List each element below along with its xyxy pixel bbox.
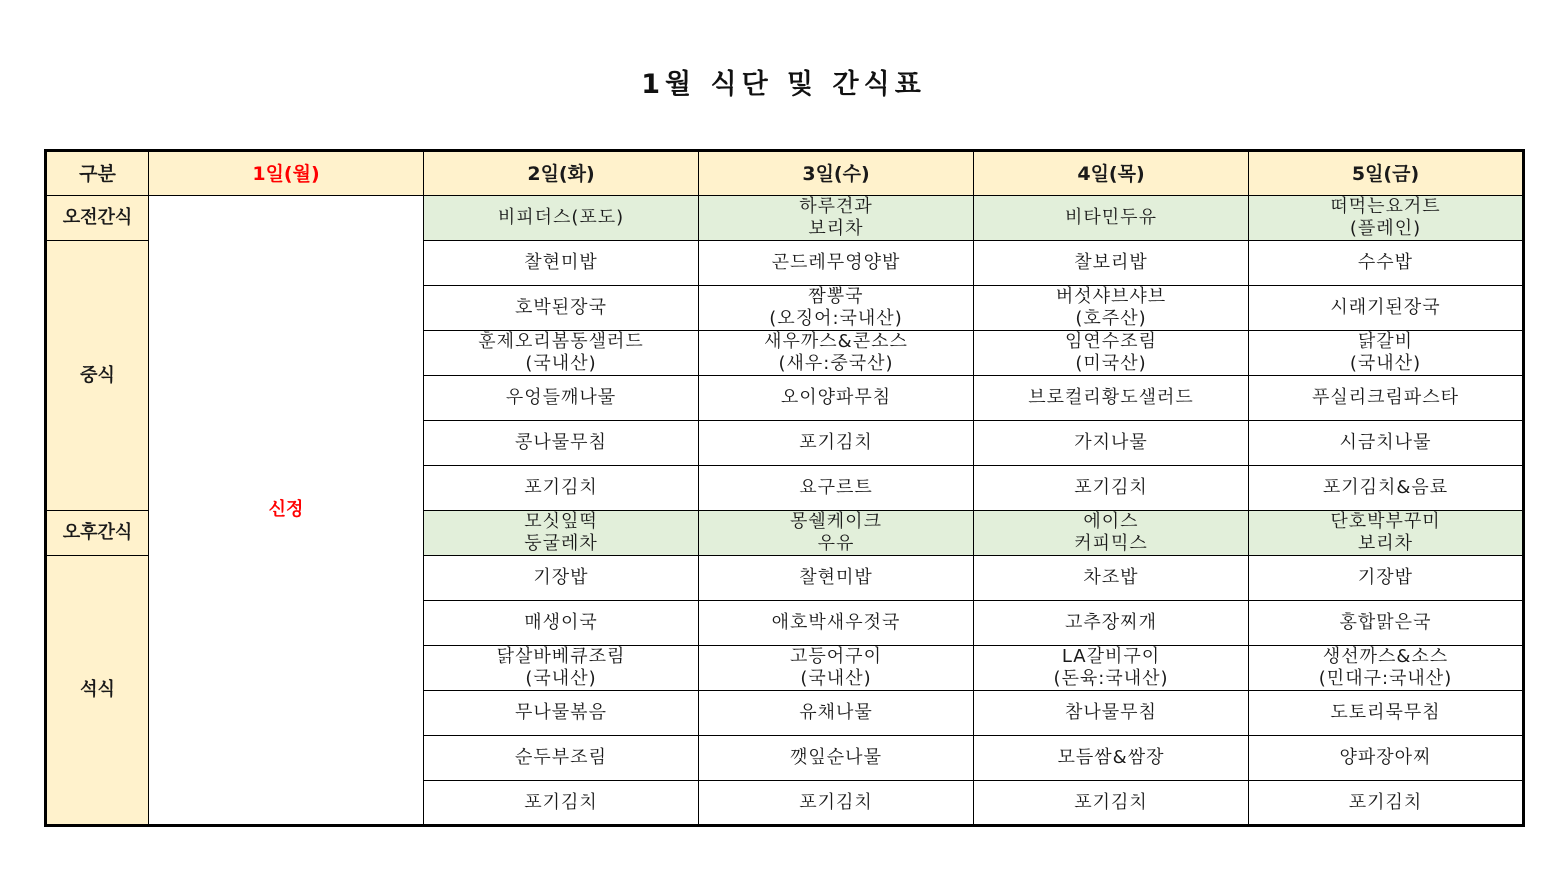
- menu-cell: [699, 511, 974, 556]
- menu-cell: [1249, 781, 1524, 826]
- menu-cell: [974, 376, 1249, 421]
- menu-cell: [1249, 241, 1524, 286]
- menu-item: 참나물무침: [1065, 702, 1157, 723]
- category-morning-snack: 오전간식: [46, 196, 149, 241]
- menu-item: 닭갈비: [1357, 331, 1414, 352]
- menu-cell: [974, 556, 1249, 601]
- menu-item: 모듬쌈&쌈장: [1057, 747, 1165, 768]
- menu-item-note: (돈육:국내산): [1053, 668, 1169, 689]
- menu-item: 애호박새우젓국: [771, 612, 901, 633]
- menu-cell: [699, 286, 974, 331]
- menu-item: LA갈비구이: [1061, 646, 1161, 667]
- menu-cell: [1249, 691, 1524, 736]
- menu-cell: [974, 781, 1249, 826]
- menu-item-note: 커피믹스: [1074, 533, 1148, 554]
- menu-cell: [1249, 736, 1524, 781]
- menu-cell: [699, 601, 974, 646]
- menu-item-note: 보리차: [808, 218, 864, 239]
- menu-item: 포기김치: [1348, 791, 1423, 813]
- menu-item: 모싯잎떡: [524, 511, 598, 532]
- menu-item: 비피더스(포도): [497, 207, 625, 228]
- menu-cell: [974, 466, 1249, 511]
- menu-cell: [424, 736, 699, 781]
- menu-cell: [699, 466, 974, 511]
- menu-item: 떠먹는요거트: [1330, 196, 1441, 217]
- menu-cell: [699, 196, 974, 241]
- menu-cell: [1249, 601, 1524, 646]
- menu-cell: [424, 646, 699, 691]
- menu-cell: [424, 331, 699, 376]
- menu-cell: [424, 466, 699, 511]
- menu-item: 브로컬리황도샐러드: [1028, 387, 1194, 408]
- menu-cell: [424, 196, 699, 241]
- menu-cell: [974, 331, 1249, 376]
- menu-cell: [974, 736, 1249, 781]
- header-day-1: 1일(월): [149, 151, 424, 196]
- menu-cell: [424, 556, 699, 601]
- day1-holiday-note: 신정: [149, 196, 424, 826]
- menu-cell: [699, 421, 974, 466]
- menu-item: 요구르트: [799, 477, 873, 498]
- menu-item: 매생이국: [524, 612, 598, 633]
- menu-item: 짬뽕국: [808, 286, 864, 307]
- menu-cell: [424, 601, 699, 646]
- category-lunch: 중식: [46, 241, 149, 511]
- menu-item: 콩나물무침: [515, 432, 607, 453]
- menu-item: 단호박부꾸미: [1330, 511, 1441, 532]
- header-day-5: 5일(금): [1249, 151, 1524, 196]
- menu-cell: [974, 646, 1249, 691]
- menu-cell: [1249, 196, 1524, 241]
- menu-item-note: 보리차: [1357, 533, 1414, 554]
- menu-item-note: (국내산): [525, 353, 597, 374]
- menu-item-note: (국내산): [800, 668, 872, 689]
- menu-item: 순두부조림: [515, 747, 607, 768]
- menu-cell: [1249, 511, 1524, 556]
- menu-item-note: (국내산): [525, 668, 597, 689]
- menu-cell: [1249, 286, 1524, 331]
- menu-cell: [424, 511, 699, 556]
- menu-item: 양파장아찌: [1339, 747, 1432, 768]
- menu-item: 고추장찌개: [1065, 612, 1157, 633]
- menu-item: 시금치나물: [1339, 432, 1432, 453]
- menu-cell: [699, 331, 974, 376]
- menu-cell: [1249, 646, 1524, 691]
- category-afternoon-snack: 오후간식: [46, 511, 149, 556]
- menu-item: 홍합맑은국: [1339, 612, 1432, 633]
- menu-item: 비타민두유: [1065, 207, 1157, 228]
- menu-cell: [424, 376, 699, 421]
- header-day-4: 4일(목): [974, 151, 1249, 196]
- menu-cell: [1249, 376, 1524, 421]
- menu-cell: [424, 781, 699, 826]
- menu-cell: [424, 286, 699, 331]
- menu-cell: [699, 781, 974, 826]
- menu-item: 임연수조림: [1065, 331, 1157, 352]
- menu-item: 포기김치&음료: [1322, 477, 1449, 498]
- menu-item: 호박된장국: [515, 297, 607, 318]
- menu-item-note: 둥굴레차: [524, 533, 598, 554]
- menu-item: 기장밥: [533, 567, 589, 588]
- header-day-2: 2일(화): [424, 151, 699, 196]
- menu-item: 하루견과: [799, 196, 873, 217]
- menu-item: 기장밥: [1357, 567, 1414, 588]
- menu-item-note: (국내산): [1349, 353, 1422, 374]
- menu-item: 포기김치: [799, 791, 873, 813]
- menu-cell: [1249, 556, 1524, 601]
- meal-table: [44, 149, 1525, 827]
- category-dinner: 석식: [46, 556, 149, 826]
- menu-item-note: (호주산): [1075, 308, 1147, 329]
- menu-cell: [699, 376, 974, 421]
- menu-cell: [1249, 331, 1524, 376]
- menu-item: 우엉들깨나물: [505, 387, 617, 408]
- menu-item-note: (미국산): [1075, 353, 1147, 374]
- menu-item: 차조밥: [1083, 567, 1139, 588]
- menu-item: 오이양파무침: [780, 387, 892, 408]
- menu-cell: [424, 241, 699, 286]
- menu-item: 유채나물: [799, 702, 873, 723]
- menu-cell: [974, 241, 1249, 286]
- menu-item: 닭살바베큐조림: [496, 646, 626, 667]
- menu-cell: [699, 556, 974, 601]
- menu-cell: [699, 736, 974, 781]
- menu-item-note: (민대구:국내산): [1318, 668, 1453, 689]
- menu-cell: [974, 511, 1249, 556]
- header-day-3: 3일(수): [699, 151, 974, 196]
- header-category: 구분: [46, 151, 149, 196]
- menu-cell: [424, 421, 699, 466]
- menu-item: 수수밥: [1357, 252, 1414, 273]
- menu-item: 깻잎순나물: [790, 747, 882, 768]
- menu-item: 훈제오리봄동샐러드: [478, 331, 644, 352]
- menu-item: 포기김치: [524, 477, 598, 498]
- menu-cell: [1249, 421, 1524, 466]
- menu-cell: [699, 646, 974, 691]
- menu-item: 찰현미밥: [799, 567, 873, 588]
- menu-item-note: (새우:중국산): [778, 353, 894, 374]
- menu-item: 생선까스&소스: [1322, 646, 1449, 667]
- menu-item: 몽쉘케이크: [790, 511, 882, 532]
- menu-item: 포기김치: [524, 791, 598, 813]
- menu-cell: [699, 691, 974, 736]
- menu-item-note: 우유: [817, 533, 855, 554]
- table-row: [46, 196, 1524, 241]
- menu-item: 시래기된장국: [1330, 297, 1441, 318]
- menu-item: 에이스: [1083, 511, 1139, 532]
- menu-item: 포기김치: [1074, 477, 1148, 498]
- menu-cell: [699, 241, 974, 286]
- menu-item-note: (플레인): [1349, 218, 1422, 239]
- menu-item: 곤드레무영양밥: [771, 252, 901, 273]
- menu-item: 버섯샤브샤브: [1055, 286, 1167, 307]
- menu-item: 무나물볶음: [515, 702, 607, 723]
- menu-item: 고등어구이: [790, 646, 882, 667]
- menu-cell: [424, 691, 699, 736]
- page-title: 1월 식단 및 간식표: [641, 69, 926, 100]
- menu-cell: [1249, 466, 1524, 511]
- menu-item: 포기김치: [1074, 791, 1148, 813]
- menu-cell: [974, 286, 1249, 331]
- menu-item: 푸실리크림파스타: [1311, 387, 1460, 408]
- menu-item: 찰현미밥: [524, 252, 598, 273]
- menu-cell: [974, 691, 1249, 736]
- menu-cell: [974, 421, 1249, 466]
- menu-item-note: (오징어:국내산): [769, 308, 903, 329]
- menu-cell: [974, 196, 1249, 241]
- menu-item: 도토리묵무침: [1330, 702, 1441, 723]
- menu-cell: [974, 601, 1249, 646]
- menu-item: 새우까스&콘소스: [764, 331, 908, 352]
- menu-item: 가지나물: [1074, 432, 1148, 453]
- menu-item: 포기김치: [799, 432, 873, 453]
- menu-item: 찰보리밥: [1074, 252, 1148, 273]
